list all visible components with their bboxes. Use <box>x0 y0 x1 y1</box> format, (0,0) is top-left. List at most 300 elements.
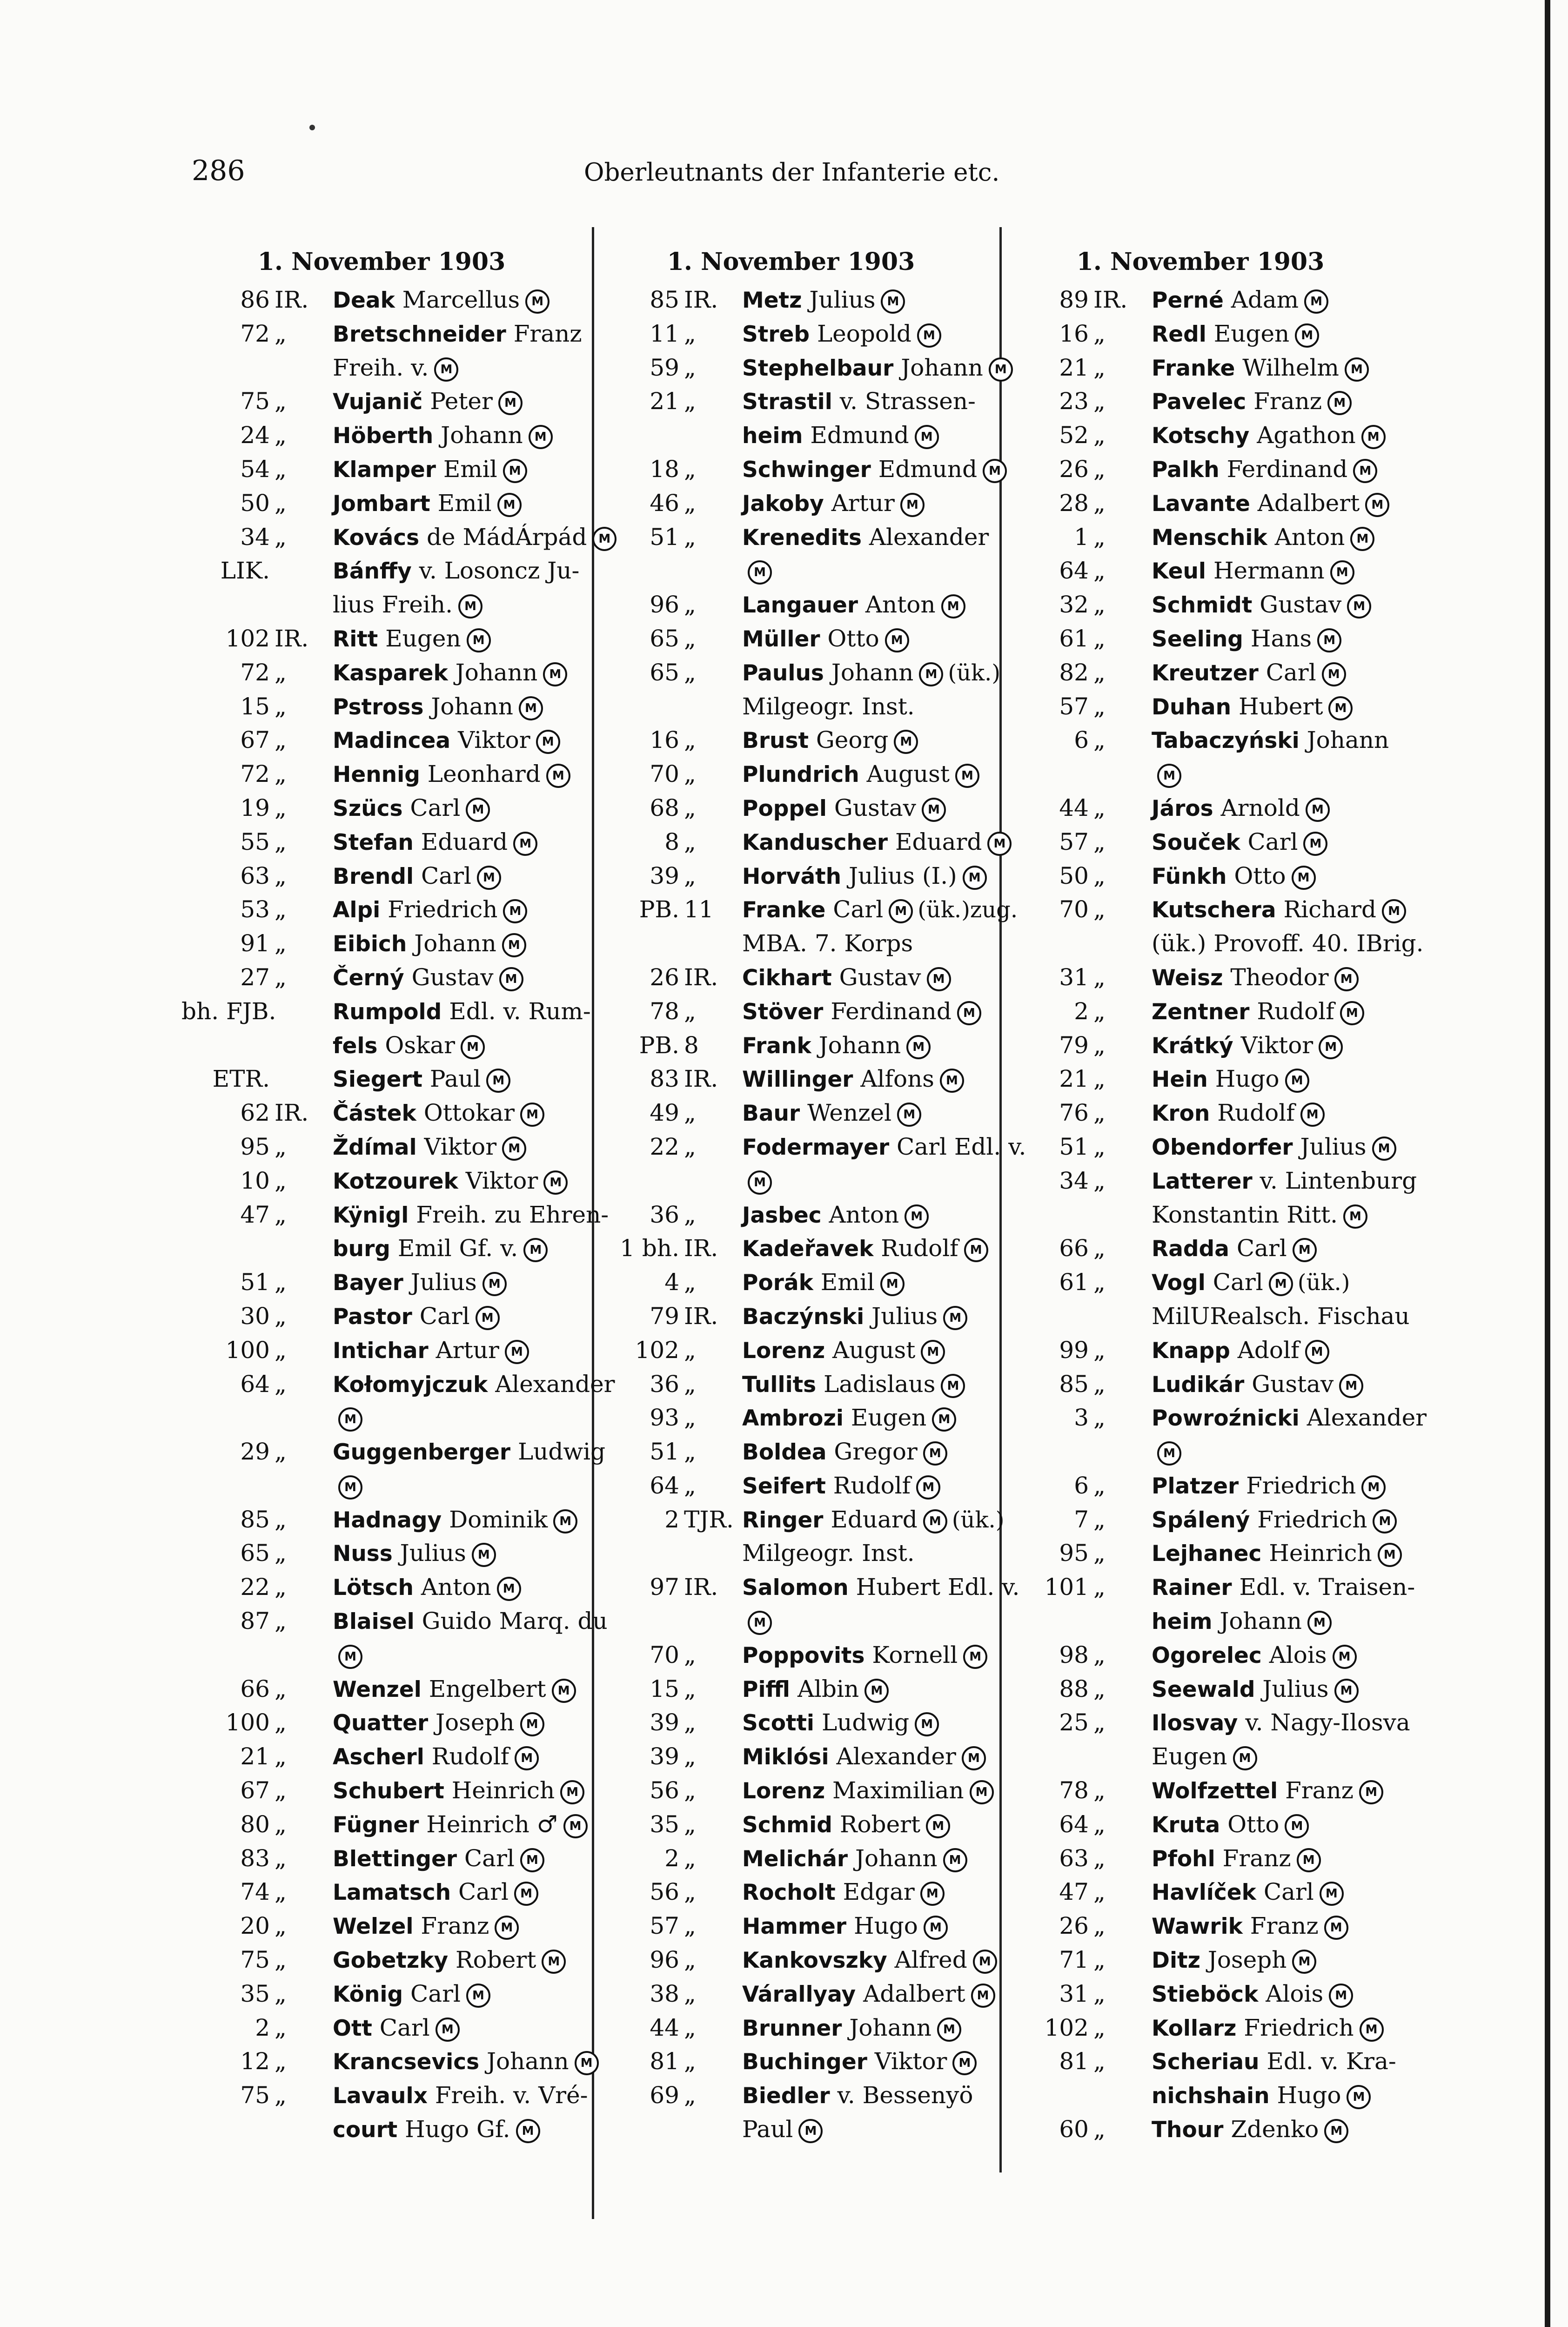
surname: Seewald <box>1152 1676 1255 1702</box>
regiment-number: 15 <box>240 693 270 720</box>
officer-name <box>333 1096 582 1131</box>
regiment-number: 38 <box>650 1980 679 2007</box>
given-names: v. Losoncz Ju- <box>419 557 580 585</box>
military-academy-m-icon: M <box>434 357 458 382</box>
military-academy-m-icon: M <box>1324 1916 1348 1940</box>
regiment-number: 102 <box>225 625 270 652</box>
officer-name <box>333 859 582 894</box>
regiment-number: 102 <box>1044 2014 1089 2041</box>
officer-name <box>1152 893 1406 928</box>
officer-name <box>742 1977 995 2012</box>
given-names: Leopold <box>817 320 911 347</box>
military-academy-m-icon: M <box>1334 1679 1359 1703</box>
surname: Kotschy <box>1152 423 1250 449</box>
unit-type: „ <box>684 523 696 551</box>
entry-row <box>1000 656 1400 690</box>
given-names: Emil Gf. v. <box>397 1235 518 1262</box>
given-names: Gustav <box>1260 591 1342 619</box>
surname: Kron <box>1152 1101 1210 1127</box>
military-academy-m-icon: M <box>1359 1780 1383 1804</box>
officer-name <box>742 1570 1019 1605</box>
officer-name <box>742 723 991 758</box>
entry-row <box>181 622 582 656</box>
unit-type: „ <box>275 1370 287 1398</box>
officer-name <box>1152 791 1400 826</box>
given-names: Viktor <box>465 1167 538 1194</box>
entry-row <box>591 995 991 1029</box>
surname: Kollarz <box>1152 2015 1237 2041</box>
given-names: Paul <box>429 1065 481 1093</box>
given-names: Maximilian <box>832 1777 964 1804</box>
unit-type: „ <box>1093 1641 1106 1668</box>
unit-type: „ <box>1093 896 1106 923</box>
entry-row <box>1000 351 1400 385</box>
surname: Kutschera <box>1152 897 1276 923</box>
officer-name <box>742 1706 991 1741</box>
military-academy-m-icon: M <box>963 1645 987 1669</box>
unit-type: „ <box>275 1133 287 1160</box>
military-academy-m-icon: M <box>1339 1374 1363 1398</box>
military-academy-m-icon: M <box>467 628 491 652</box>
given-names: Hugo <box>853 1912 918 1940</box>
regiment-number: 26 <box>1059 1912 1089 1940</box>
regiment-number: 75 <box>240 388 270 415</box>
regiment-number: 70 <box>1059 896 1089 923</box>
regiment-number: 64 <box>240 1370 270 1398</box>
unit-type: „ <box>684 320 696 347</box>
unit-type: „ <box>1093 693 1106 720</box>
surname: Knapp <box>1152 1338 1230 1364</box>
military-academy-m-icon: M <box>520 1712 544 1736</box>
surname: Pstross <box>333 694 424 720</box>
military-academy-m-icon: M <box>472 1543 496 1567</box>
unit-type: IR. <box>684 286 718 313</box>
given-names: Heinrich <box>1269 1540 1372 1567</box>
given-names: Hubert Edl. v. <box>856 1574 1020 1601</box>
military-academy-m-icon: M <box>466 1984 490 2008</box>
entry-row <box>1000 1977 1400 2011</box>
surname: Duhan <box>1152 694 1232 720</box>
surname: Ludikár <box>1152 1372 1245 1398</box>
entry-continuation <box>181 1401 582 1435</box>
assignment-note: (ük.) <box>948 659 1001 686</box>
officer-name <box>1152 486 1400 521</box>
military-academy-m-icon: M <box>1320 1882 1344 1906</box>
surname: Cikhart <box>742 965 832 991</box>
officer-name <box>742 283 991 318</box>
unit-type: IR. <box>1093 286 1128 313</box>
entry-row <box>181 1096 582 1130</box>
entry-row <box>181 893 582 927</box>
given-names: Engelbert <box>429 1675 546 1702</box>
unit-type: „ <box>275 1438 287 1466</box>
regiment-number: 21 <box>650 388 679 415</box>
officer-name <box>742 2045 991 2079</box>
entry-row <box>591 317 991 351</box>
entry-row <box>591 588 991 622</box>
unit-type: „ <box>275 1980 287 2007</box>
regiment-number: 72 <box>240 320 270 347</box>
entry-row <box>591 1265 991 1299</box>
regiment-number: 34 <box>240 523 270 551</box>
entry-row <box>591 1638 991 1672</box>
officer-name <box>333 791 582 826</box>
unit-type: „ <box>1093 1506 1106 1533</box>
officer-name <box>333 283 582 318</box>
military-academy-m-icon: M <box>748 1170 772 1195</box>
given-names: Hugo <box>1277 2082 1341 2109</box>
officer-name <box>742 859 991 894</box>
given-names: Joseph <box>1207 1946 1287 1974</box>
officer-name <box>333 995 591 1029</box>
regiment-number: 72 <box>240 760 270 788</box>
unit-type: „ <box>684 1641 696 1668</box>
regiment-number: 97 <box>650 1574 679 1601</box>
officer-name <box>591 554 991 588</box>
entry-row <box>1000 317 1400 351</box>
military-academy-m-icon: M <box>482 1272 507 1296</box>
entry-row <box>1000 1401 1427 1435</box>
surname: Bánffy <box>333 558 412 585</box>
officer-name <box>1152 1875 1400 1910</box>
given-names: Viktor <box>1240 1031 1313 1059</box>
officer-name <box>181 1231 582 1266</box>
officer-name <box>1152 1774 1400 1809</box>
officer-name <box>181 588 582 622</box>
unit-type: „ <box>684 625 696 652</box>
given-names: Friedrich <box>388 896 498 923</box>
given-names: v. Lintenburg <box>1260 1167 1417 1194</box>
officer-name <box>181 1401 582 1435</box>
surname: Stephelbaur <box>742 355 894 381</box>
entry-row <box>181 757 582 791</box>
military-academy-m-icon: M <box>973 1950 997 1974</box>
military-academy-m-icon: M <box>543 662 567 686</box>
entry-continuation <box>181 1469 582 1503</box>
entry-row <box>1000 1231 1400 1265</box>
entry-continuation <box>1000 1435 1400 1469</box>
surname: Tabaczyński <box>1152 728 1300 754</box>
military-academy-m-icon: M <box>1333 1645 1357 1669</box>
regiment-number: 91 <box>240 930 270 957</box>
unit-type: „ <box>275 896 287 923</box>
military-academy-m-icon: M <box>1285 1069 1309 1093</box>
officer-name <box>333 1164 582 1199</box>
officer-name <box>1152 351 1400 386</box>
officer-name <box>333 1604 608 1639</box>
entry-row <box>181 1130 582 1164</box>
given-names: Hubert <box>1239 693 1323 720</box>
officer-name <box>742 520 991 555</box>
military-academy-m-icon: M <box>894 730 918 754</box>
entry-row <box>591 520 991 554</box>
given-names: Johann <box>849 2014 931 2041</box>
entry-row <box>1000 1943 1400 1977</box>
officer-name <box>181 1638 582 1672</box>
surname: Franke <box>742 897 826 923</box>
entry-row <box>591 1096 991 1130</box>
officer-name <box>742 1096 991 1131</box>
unit-type: „ <box>275 659 287 686</box>
officer-name <box>1152 1231 1400 1266</box>
given-names: Ladislaus <box>824 1370 936 1398</box>
given-names: Eduard <box>831 1506 918 1533</box>
given-names: Edmund <box>810 422 909 449</box>
officer-name <box>1152 1130 1400 1165</box>
surname: Fügner <box>333 1812 419 1838</box>
officer-name <box>333 893 582 928</box>
given-names: Dominik <box>449 1506 548 1533</box>
military-academy-m-icon: M <box>941 1374 965 1398</box>
unit-type: IR. <box>684 1302 718 1330</box>
given-names: Johann <box>431 693 513 720</box>
entry-row <box>1000 452 1400 486</box>
entry-row <box>591 1401 991 1435</box>
regiment-number: 70 <box>650 1641 679 1668</box>
unit-type: „ <box>275 963 287 991</box>
surname: Jakoby <box>742 491 824 517</box>
officer-name <box>333 1977 582 2012</box>
officer-name <box>1152 1062 1400 1097</box>
given-names: Agathon <box>1257 422 1356 449</box>
unit-type: „ <box>1093 828 1106 855</box>
entry-row <box>591 757 991 791</box>
unit-type: „ <box>1093 1472 1106 1499</box>
regiment-number: 2 <box>1074 997 1089 1025</box>
military-academy-m-icon: M <box>885 628 909 652</box>
entry-row <box>591 2045 991 2078</box>
given-names: Eugen <box>1213 320 1290 347</box>
regiment-number: 65 <box>650 625 679 652</box>
officer-name <box>333 1299 582 1334</box>
surname: Szücs <box>333 795 403 821</box>
officer-name <box>742 1808 991 1843</box>
regiment-number: 79 <box>650 1302 679 1330</box>
regiment-number: 100 <box>225 1709 270 1736</box>
military-academy-m-icon: M <box>1347 2085 1371 2109</box>
given-names: Otto <box>827 625 879 652</box>
given-names: Otto <box>1227 1810 1280 1838</box>
entry-row <box>181 1672 582 1706</box>
officer-name <box>1152 1536 1402 1571</box>
entry-row <box>591 1130 1026 1164</box>
military-academy-m-icon: M <box>503 899 527 923</box>
officer-name <box>1152 723 1400 758</box>
officer-name <box>333 723 582 758</box>
given-names: Adalbert <box>863 1980 965 2007</box>
entry-row <box>1000 554 1400 588</box>
given-names: Paul <box>742 2116 793 2143</box>
surname: Havlíček <box>1152 1880 1256 1906</box>
entry-row <box>181 1570 582 1604</box>
regiment-number: PB. <box>639 1031 679 1059</box>
surname: Powroźnicki <box>1152 1406 1300 1432</box>
unit-type: „ <box>275 1743 287 1770</box>
military-academy-m-icon: M <box>943 1306 967 1330</box>
entry-row <box>1000 1570 1415 1604</box>
assignment-note: (ük.) <box>952 1506 1005 1533</box>
unit-type: „ <box>275 1777 287 1804</box>
military-academy-m-icon: M <box>1361 1475 1386 1500</box>
officer-name <box>1152 1977 1400 2012</box>
unit-type: „ <box>684 1269 696 1296</box>
military-academy-m-icon: M <box>1292 1950 1316 1974</box>
surname: burg <box>333 1236 390 1262</box>
unit-type: „ <box>1093 1133 1106 1160</box>
entry-row <box>181 1706 582 1740</box>
regiment-number: 76 <box>1059 1099 1089 1127</box>
officer-name <box>742 1299 991 1334</box>
military-academy-m-icon: M <box>1304 289 1328 314</box>
officer-name <box>333 961 582 995</box>
military-academy-m-icon: M <box>921 1340 945 1364</box>
given-names: Carl <box>1236 1235 1287 1262</box>
military-academy-m-icon: M <box>889 899 913 923</box>
military-academy-m-icon: M <box>497 1577 521 1601</box>
surname: Kołomyjczuk <box>333 1372 488 1398</box>
unit-type: „ <box>684 997 696 1025</box>
surname: heim <box>1152 1609 1213 1635</box>
given-names: Gregor <box>834 1438 918 1466</box>
given-names: Carl <box>1247 828 1298 855</box>
regiment-number: 1 bh. <box>620 1235 679 1262</box>
unit-type: IR. <box>275 286 309 313</box>
officer-name <box>1000 927 1424 961</box>
given-names: Friedrich <box>1244 2014 1354 2041</box>
unit-type: IR. <box>275 1099 309 1127</box>
officer-name <box>742 2078 991 2113</box>
entry-row <box>591 1774 991 1808</box>
military-academy-m-icon: M <box>1328 696 1353 720</box>
unit-type: „ <box>1093 354 1106 381</box>
entry-row <box>591 1808 991 1842</box>
surname: nichshain <box>1152 2083 1270 2109</box>
military-academy-m-icon: M <box>495 1916 519 1940</box>
entry-row <box>591 791 991 825</box>
given-names: Rudolf <box>431 1743 509 1770</box>
officer-name <box>1152 452 1400 487</box>
regiment-number: 49 <box>650 1099 679 1127</box>
officer-name <box>1000 1299 1410 1333</box>
given-names: Franz <box>421 1912 489 1940</box>
surname: Welzel <box>333 1914 414 1940</box>
regiment-number: 25 <box>1059 1709 1089 1736</box>
officer-name <box>742 1943 997 1978</box>
regiment-number: 21 <box>1059 1065 1089 1093</box>
officer-name <box>742 452 1007 487</box>
entry-continuation <box>591 1164 991 1198</box>
military-academy-m-icon: M <box>461 1035 485 1059</box>
given-names: Konstantin Ritt. <box>1152 1201 1338 1228</box>
regiment-number: 26 <box>650 963 679 991</box>
regiment-number: LIK. <box>220 557 270 585</box>
unit-type: „ <box>684 2082 696 2109</box>
entry-row <box>181 1875 582 1909</box>
officer-name <box>742 1367 991 1402</box>
regiment-number: 68 <box>650 794 679 821</box>
regiment-number: 78 <box>1059 1777 1089 1804</box>
column-3 <box>1000 247 1427 2146</box>
surname: Buchinger <box>742 2049 867 2075</box>
officer-name <box>333 690 582 725</box>
military-academy-m-icon: M <box>1233 1746 1257 1770</box>
officer-name <box>1152 1503 1400 1538</box>
entry-continuation <box>591 1536 991 1570</box>
military-academy-m-icon: M <box>957 1001 981 1025</box>
military-academy-m-icon: M <box>497 493 522 517</box>
regiment-number: 62 <box>240 1099 270 1127</box>
given-names: Edgar <box>843 1878 915 1906</box>
regiment-number: 24 <box>240 422 270 449</box>
military-academy-m-icon: M <box>922 798 946 822</box>
regiment-number: 61 <box>1059 1269 1089 1296</box>
surname: Částek <box>333 1101 416 1127</box>
entry-row <box>1000 1842 1400 1876</box>
given-names: Johann <box>1220 1607 1302 1635</box>
regiment-number: 63 <box>240 862 270 889</box>
entry-row <box>1000 1774 1400 1808</box>
regiment-number: 16 <box>1059 320 1089 347</box>
regiment-number: 32 <box>1059 591 1089 619</box>
entry-row <box>591 1503 1005 1537</box>
surname: Deak <box>333 288 395 313</box>
given-names: August <box>866 760 950 788</box>
military-academy-m-icon: M <box>338 1475 362 1500</box>
military-academy-m-icon: M <box>880 1272 905 1296</box>
given-names: Eugen <box>385 625 461 652</box>
military-academy-m-icon: M <box>962 1746 986 1770</box>
regiment-number: 46 <box>650 489 679 517</box>
officer-name <box>1152 1265 1400 1300</box>
surname: fels <box>333 1033 378 1059</box>
officer-name <box>333 1740 582 1775</box>
officer-name <box>742 1503 1005 1538</box>
surname: Poppel <box>742 795 827 821</box>
officer-name <box>591 1536 991 1570</box>
given-names: Guido Marq. du <box>422 1607 608 1635</box>
regiment-number: 30 <box>240 1302 270 1330</box>
surname: Blettinger <box>333 1846 457 1872</box>
unit-type: „ <box>684 1675 696 1702</box>
military-academy-m-icon: M <box>923 1441 947 1466</box>
unit-type: „ <box>684 1810 696 1838</box>
surname: Ditz <box>1152 1948 1200 1974</box>
regiment-number: bh. FJB. <box>181 997 276 1025</box>
military-academy-m-icon: M <box>919 662 943 686</box>
entry-row <box>1000 588 1400 622</box>
given-names: Johann <box>831 659 914 686</box>
officer-name <box>591 1604 991 1638</box>
given-names: Milgeogr. Inst. <box>742 1540 915 1567</box>
unit-type: „ <box>1093 1912 1106 1940</box>
officer-name <box>591 1164 991 1198</box>
entry-row <box>181 1842 582 1876</box>
surname: Melichár <box>742 1846 848 1872</box>
military-academy-m-icon: M <box>955 764 979 788</box>
military-academy-m-icon: M <box>987 832 1012 856</box>
military-academy-m-icon: M <box>926 1814 950 1838</box>
unit-type: „ <box>684 659 696 686</box>
officer-name <box>333 1875 582 1910</box>
surname: Frank <box>742 1033 811 1059</box>
regiment-number: 15 <box>650 1675 679 1702</box>
regiment-number: 52 <box>1059 422 1089 449</box>
entry-row <box>591 384 991 418</box>
officer-name <box>1152 1672 1400 1707</box>
given-names: Rudolf <box>833 1472 911 1499</box>
given-names: Hermann <box>1213 557 1325 585</box>
officer-name <box>742 1842 991 1876</box>
